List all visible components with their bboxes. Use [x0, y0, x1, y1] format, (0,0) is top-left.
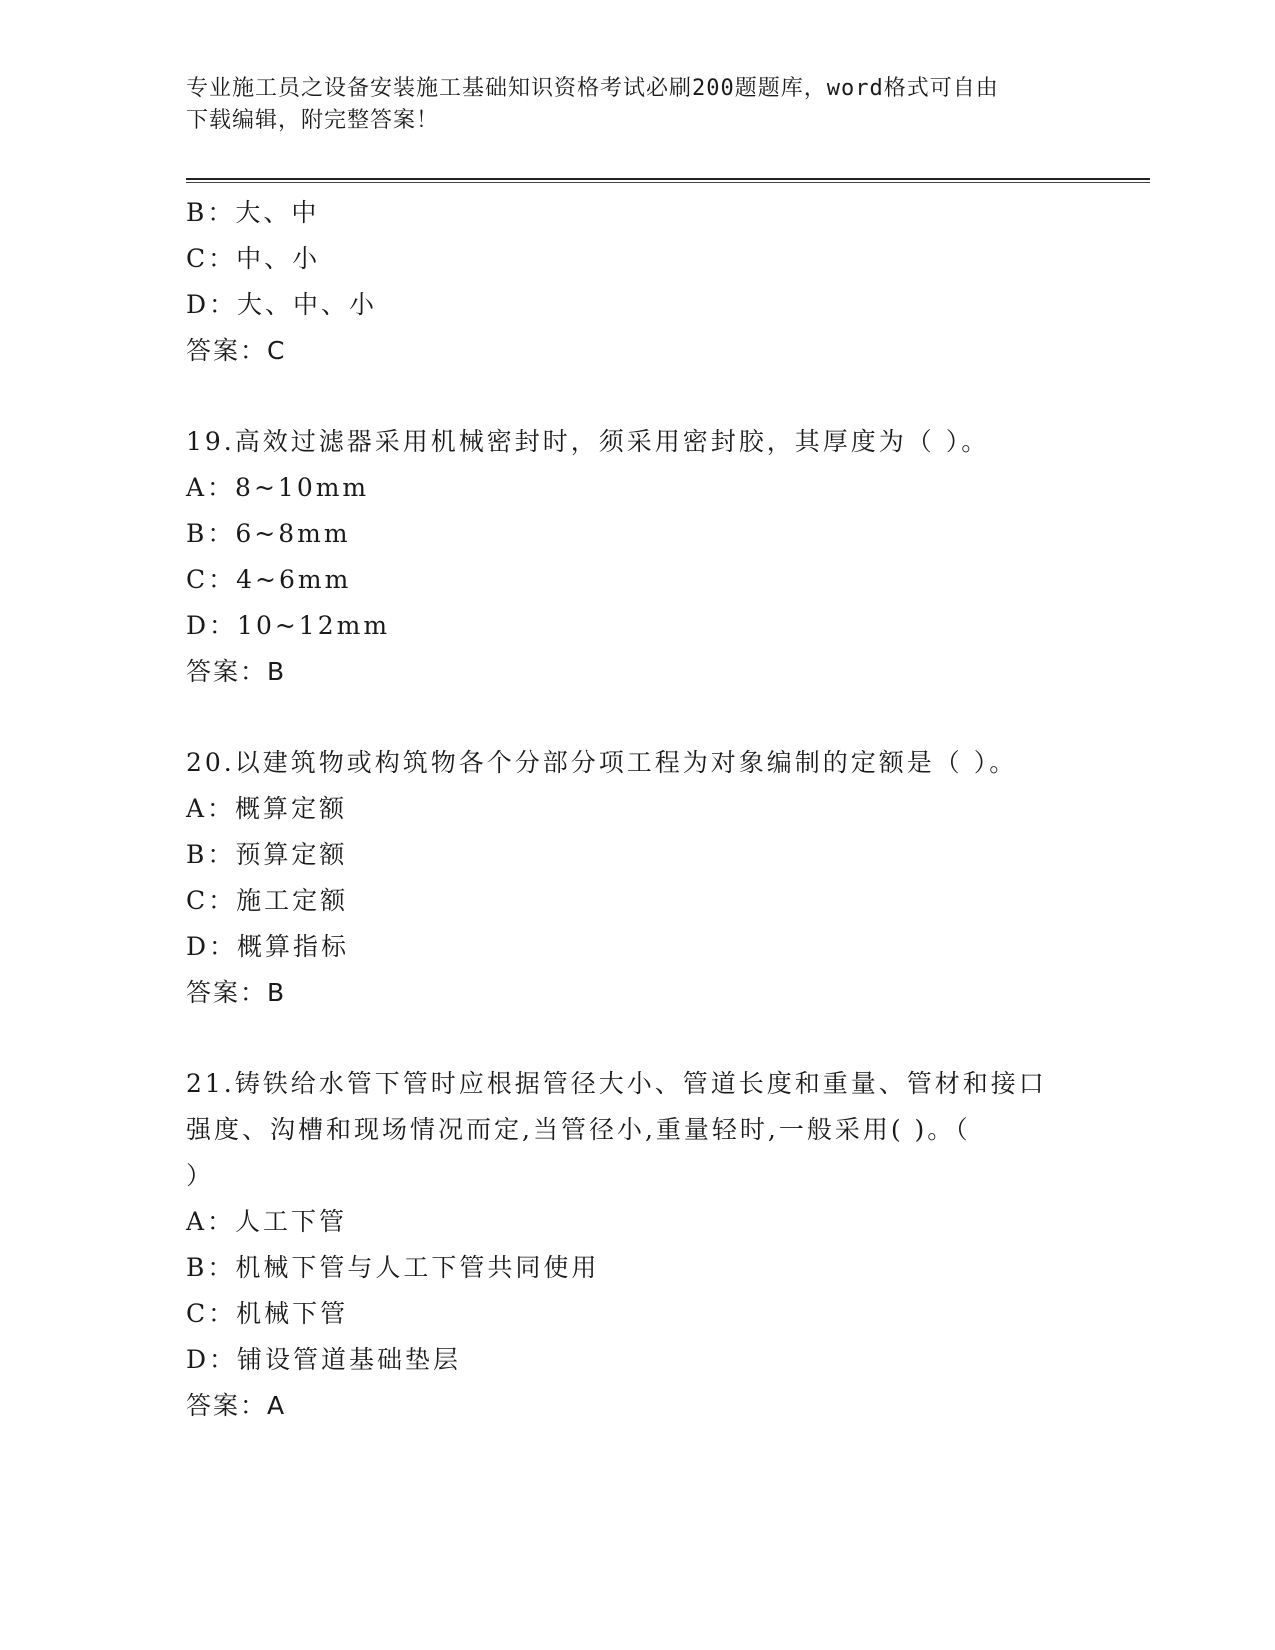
option-d: D：大、中、小	[186, 290, 378, 319]
option-c: C：4~6mm	[186, 565, 352, 594]
spacer	[186, 695, 1086, 740]
question-text-line-3: ）	[186, 1161, 215, 1190]
option-d: D：铺设管道基础垫层	[186, 1345, 462, 1374]
spacer	[186, 374, 1086, 419]
question-21	[186, 1061, 1086, 1429]
question-text-line-2: 强度、沟槽和现场情况而定,当管径小,重量轻时,一般采用( )。（	[186, 1115, 971, 1144]
option-b: B：预算定额	[186, 840, 348, 869]
option-d: D：10~12mm	[186, 611, 391, 640]
question-text: 19.高效过滤器采用机械密封时，须采用密封胶，其厚度为（ ）。	[186, 427, 990, 456]
spacer	[186, 1016, 1086, 1061]
option-c: C：中、小	[186, 244, 321, 273]
option-d: D：概算指标	[186, 932, 350, 961]
answer-label: 答案：B	[186, 978, 287, 1007]
question-19	[186, 419, 1086, 695]
answer-label: 答案：A	[186, 1391, 287, 1420]
answer-label: 答案：C	[186, 336, 287, 365]
option-b: B：大、中	[186, 198, 320, 227]
question-text-line-1: 21.铸铁给水管下管时应根据管径大小、管道长度和重量、管材和接口	[186, 1069, 1047, 1098]
document-header	[186, 73, 1066, 137]
option-a: A：8~10mm	[186, 473, 370, 502]
question-text: 20.以建筑物或构筑物各个分部分项工程为对象编制的定额是（ ）。	[186, 748, 1018, 777]
header-line-1: 专业施工员之设备安装施工基础知识资格考试必刷200题题库，word格式可自由	[186, 76, 999, 101]
question-list	[186, 190, 1086, 1429]
option-b: B：机械下管与人工下管共同使用	[186, 1253, 600, 1282]
option-a: A：概算定额	[186, 794, 348, 823]
option-c: C：施工定额	[186, 886, 349, 915]
question-20	[186, 740, 1086, 1016]
answer-label: 答案：B	[186, 657, 287, 686]
option-b: B：6~8mm	[186, 519, 351, 548]
header-line-2: 下载编辑，附完整答案！	[186, 108, 440, 133]
header-divider-thick	[186, 178, 1150, 180]
option-c: C：机械下管	[186, 1299, 349, 1328]
question-18	[186, 190, 1086, 374]
header-divider-thin	[186, 182, 1150, 183]
option-a: A：人工下管	[186, 1207, 348, 1236]
